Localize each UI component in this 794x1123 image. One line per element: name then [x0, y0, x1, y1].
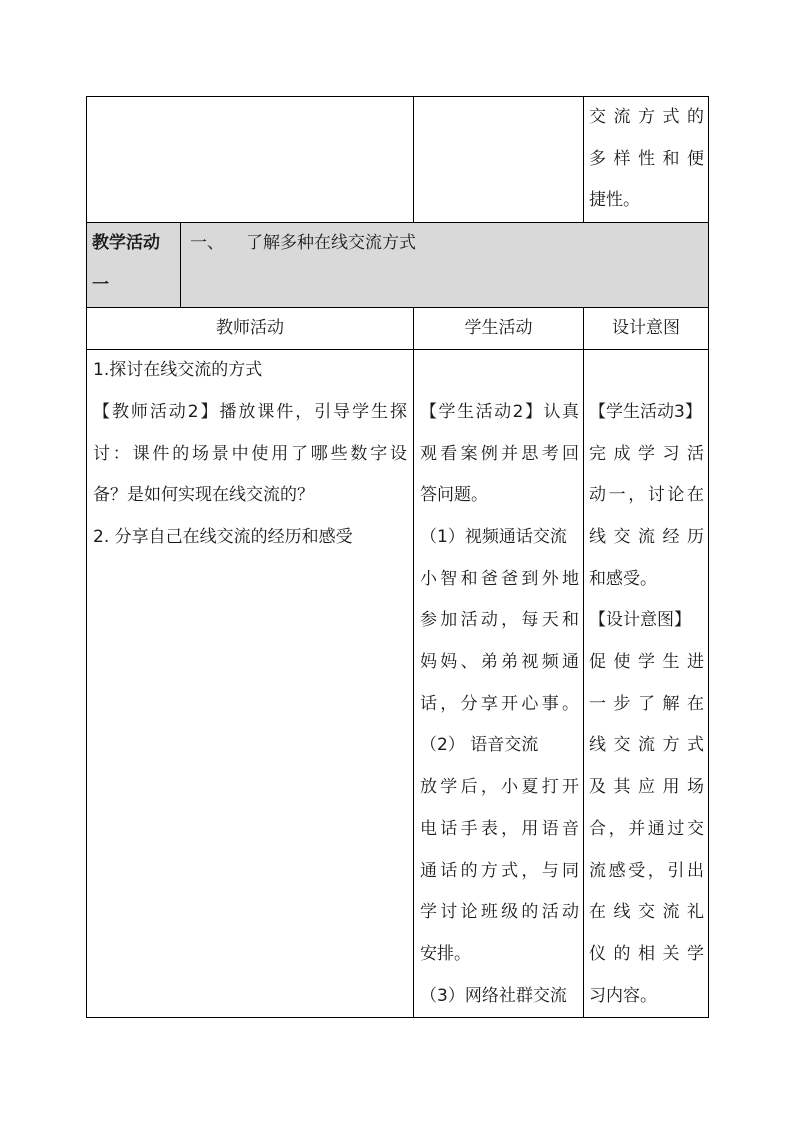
activity-title — [181, 223, 709, 307]
student-line: 通话的方式，与同 — [420, 860, 579, 881]
student-line: 参加活动，每天和 — [420, 610, 579, 631]
design-line: 【设计意图】 — [589, 610, 691, 631]
student-line: （3）网络社群交流 — [420, 985, 567, 1006]
design-line: 线交流方式 — [589, 735, 704, 756]
design-line: 流感受，引出 — [589, 860, 704, 881]
design-line: 和感受。 — [589, 568, 657, 589]
activity-cell — [87, 223, 709, 308]
activity-label — [87, 223, 181, 307]
design-line: 完成学习活 — [589, 443, 704, 464]
student-line: 妈妈、弟弟视频通 — [420, 652, 579, 673]
design-line: 及其应用场 — [589, 777, 704, 798]
continued-student-cell — [414, 97, 584, 223]
design-line: 习内容。 — [589, 985, 657, 1006]
student-line: 答问题。 — [420, 485, 488, 506]
design-line: 在线交流礼 — [589, 902, 704, 923]
student-activity-cell — [414, 350, 584, 1018]
teacher-line: 1.探讨在线交流的方式 — [93, 360, 263, 381]
teacher-activity-cell — [87, 350, 414, 1018]
design-line: 动一，讨论在 — [589, 485, 704, 506]
continued-design-line: 多样性和便 — [589, 148, 704, 169]
student-line: 观看案例并思考回 — [420, 443, 579, 464]
activity-label-line: 教学活动 — [92, 233, 160, 254]
header-teacher: 教师活动 — [87, 308, 414, 350]
continued-row — [87, 97, 709, 223]
student-line: 话，分享开心事。 — [420, 693, 579, 714]
design-line: 合，并通过交 — [589, 818, 704, 839]
student-line: 小智和爸爸到外地 — [420, 568, 579, 589]
design-line: 线交流经历 — [589, 526, 704, 547]
student-line: 学讨论班级的活动 — [420, 902, 579, 923]
teacher-line: 备？是如何实现在线交流的？ — [93, 485, 314, 506]
header-row — [87, 308, 709, 350]
student-line: 放学后，小夏打开 — [420, 777, 579, 798]
continued-teacher-cell — [87, 97, 414, 223]
student-line: （2） 语音交流 — [420, 735, 539, 756]
teacher-line: 讨：课件的场景中使用了哪些数字设 — [93, 443, 407, 464]
teacher-line: 2. 分享自己在线交流的经历和感受 — [93, 526, 353, 547]
activity-label-line: 一 — [92, 274, 109, 295]
student-line: 安排。 — [420, 943, 471, 964]
design-line: 【学生活动3】 — [589, 401, 702, 422]
student-line: 【学生活动2】认真 — [420, 401, 579, 422]
design-line: 一步了解在 — [589, 693, 704, 714]
lesson-plan-table — [86, 96, 709, 1018]
design-line: 仪的相关学 — [589, 943, 704, 964]
blank-line — [420, 350, 579, 392]
student-line: 电话手表，用语音 — [420, 818, 579, 839]
continued-design-line: 交流方式的 — [589, 107, 704, 127]
blank-line — [589, 350, 704, 392]
header-student: 学生活动 — [414, 308, 584, 350]
teacher-line: 【教师活动2】播放课件，引导学生探 — [93, 401, 407, 422]
student-line: （1）视频通话交流 — [420, 526, 567, 547]
activity-row — [87, 223, 709, 308]
header-design: 设计意图 — [584, 308, 709, 350]
content-row — [87, 350, 709, 1018]
design-intent-cell — [584, 350, 709, 1018]
activity-title-text: 了解多种在线交流方式 — [246, 233, 416, 254]
activity-number: 一、 — [190, 233, 224, 254]
continued-design-cell — [584, 97, 709, 223]
design-line: 促使学生进 — [589, 652, 704, 673]
continued-design-line: 捷性。 — [589, 190, 640, 211]
